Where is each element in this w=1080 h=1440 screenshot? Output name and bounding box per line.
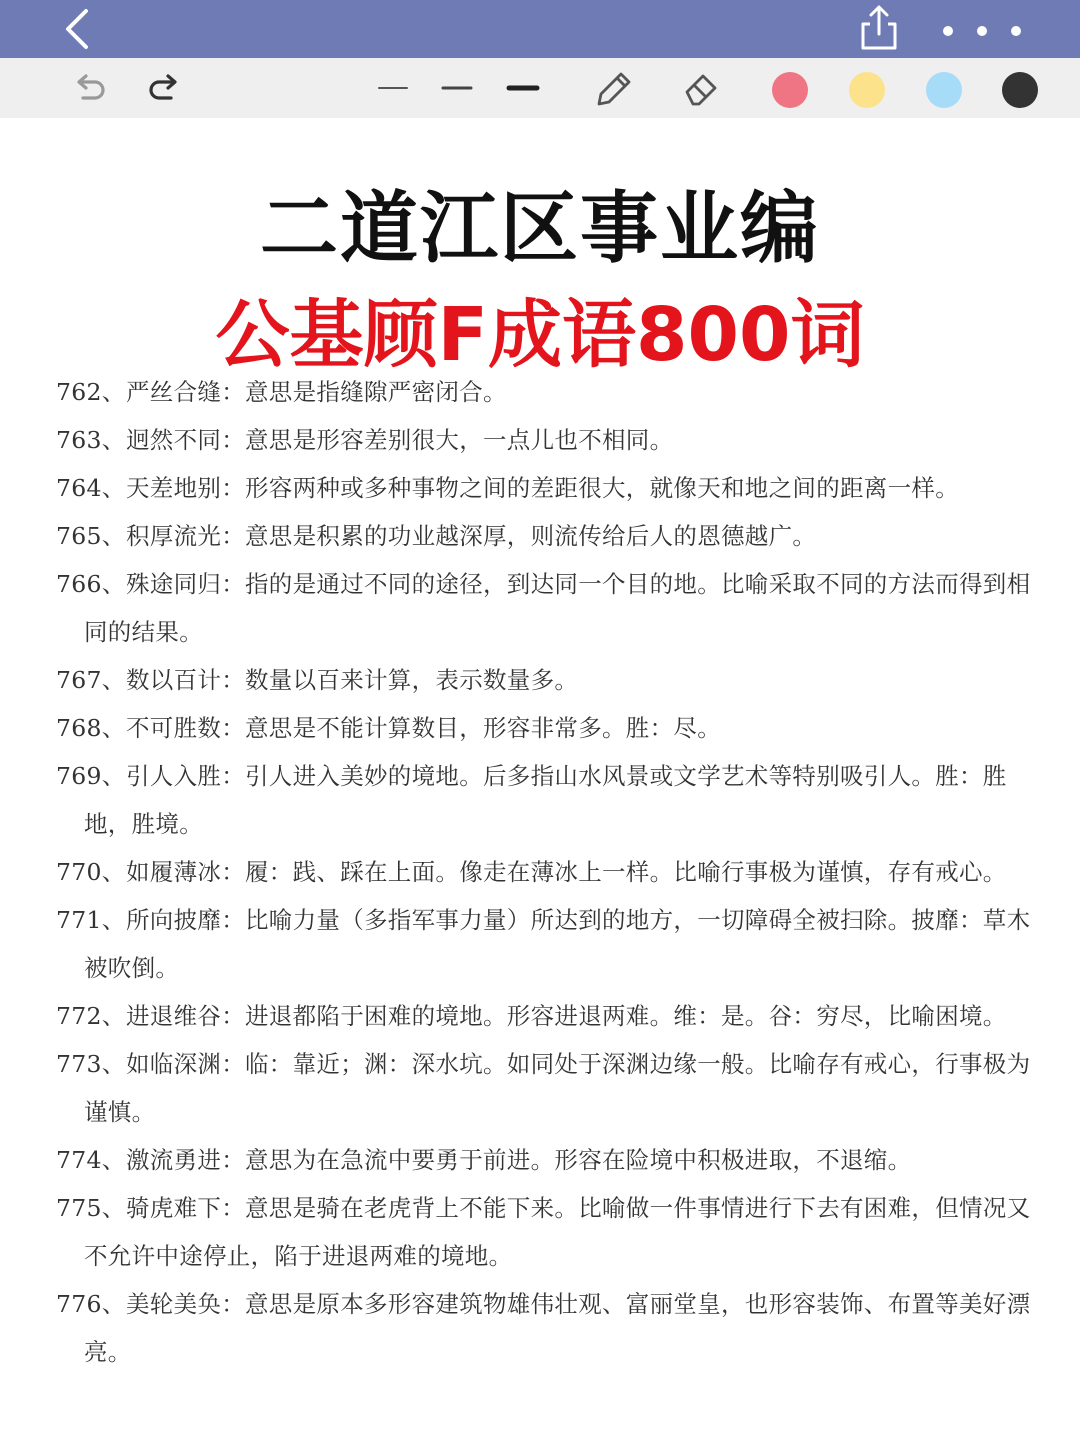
item-number: 766、 <box>56 570 126 598</box>
list-item <box>56 752 1036 848</box>
pen-icon <box>591 66 635 110</box>
idiom-list <box>56 368 1036 1376</box>
item-text: 美轮美奂：意思是原本多形容建筑物雄伟壮观、富丽堂皇，也形容装饰、布置等美好漂亮。 <box>84 1290 1031 1366</box>
item-number: 775、 <box>56 1194 126 1222</box>
list-item <box>56 656 1036 704</box>
item-number: 765、 <box>56 522 126 550</box>
item-text: 进退维谷：进退都陷于困难的境地。形容进退两难。维：是。谷：穷尽，比喻困境。 <box>126 1002 1007 1030</box>
item-text: 如临深渊：临：靠近；渊：深水坑。如同处于深渊边缘一般。比喻存有戒心，行事极为谨慎。 <box>84 1050 1031 1126</box>
stroke-medium-button[interactable] <box>436 58 478 118</box>
item-number: 767、 <box>56 666 126 694</box>
list-item <box>56 368 1036 416</box>
list-item <box>56 1040 1036 1136</box>
item-text: 积厚流光：意思是积累的功业越深厚，则流传给后人的恩德越广。 <box>126 522 817 550</box>
item-number: 772、 <box>56 1002 126 1030</box>
undo-icon <box>69 68 109 108</box>
item-number: 776、 <box>56 1290 126 1318</box>
item-number: 774、 <box>56 1146 126 1174</box>
thick-line-icon <box>503 78 543 98</box>
color-pink-swatch[interactable] <box>772 72 808 108</box>
medium-line-icon <box>437 78 477 98</box>
item-number: 768、 <box>56 714 126 742</box>
list-item <box>56 992 1036 1040</box>
document-subtitle: 公基顾F成语800词 <box>215 292 865 378</box>
list-item <box>56 848 1036 896</box>
item-text: 所向披靡：比喻力量（多指军事力量）所达到的地方，一切障碍全被扫除。披靡：草木被吹倒。 <box>84 906 1031 982</box>
item-text: 殊途同归：指的是通过不同的途径，到达同一个目的地。比喻采取不同的方法而得到相同的结果。 <box>84 570 1031 646</box>
top-nav-bar <box>0 0 1080 58</box>
document-title: 二道江区事业编 <box>259 184 820 274</box>
item-text: 数以百计：数量以百来计算，表示数量多。 <box>126 666 579 694</box>
list-item <box>56 704 1036 752</box>
item-text: 迥然不同：意思是形容差别很大，一点儿也不相同。 <box>126 426 674 454</box>
item-number: 773、 <box>56 1050 126 1078</box>
list-item <box>56 560 1036 656</box>
list-item <box>56 512 1036 560</box>
color-blue-swatch[interactable] <box>926 72 962 108</box>
more-button[interactable] <box>932 14 1032 48</box>
more-dots-icon <box>932 14 1032 48</box>
item-number: 771、 <box>56 906 126 934</box>
list-item <box>56 1280 1036 1376</box>
eraser-button[interactable] <box>678 58 724 118</box>
item-number: 770、 <box>56 858 126 886</box>
item-number: 769、 <box>56 762 126 790</box>
list-item <box>56 416 1036 464</box>
undo-button[interactable] <box>66 58 112 118</box>
item-text: 天差地别：形容两种或多种事物之间的差距很大，就像天和地之间的距离一样。 <box>126 474 959 502</box>
color-black-swatch[interactable] <box>1002 72 1038 108</box>
list-item <box>56 896 1036 992</box>
item-number: 763、 <box>56 426 126 454</box>
item-number: 764、 <box>56 474 126 502</box>
item-number: 762、 <box>56 378 126 406</box>
list-item <box>56 464 1036 512</box>
list-item <box>56 1136 1036 1184</box>
back-button[interactable] <box>58 8 98 50</box>
annotation-toolbar <box>0 58 1080 118</box>
item-text: 如履薄冰：履：践、踩在上面。像走在薄冰上一样。比喻行事极为谨慎，存有戒心。 <box>126 858 1007 886</box>
item-text: 骑虎难下：意思是骑在老虎背上不能下来。比喻做一件事情进行下去有困难，但情况又不允许中途停止，陷于进退两难的境地。 <box>84 1194 1031 1270</box>
share-button[interactable] <box>856 2 902 52</box>
item-text: 引人入胜：引人进入美妙的境地。后多指山水风景或文学艺术等特别吸引人。胜：胜地，胜境。 <box>84 762 1007 838</box>
item-text: 激流勇进：意思为在急流中要勇于前进。形容在险境中积极进取，不退缩。 <box>126 1146 912 1174</box>
document-page <box>0 118 1080 1440</box>
pen-button[interactable] <box>590 58 636 118</box>
item-text: 不可胜数：意思是不能计算数目，形容非常多。胜：尽。 <box>126 714 721 742</box>
stroke-thin-button[interactable] <box>372 58 414 118</box>
color-yellow-swatch[interactable] <box>849 72 885 108</box>
redo-button[interactable] <box>142 58 188 118</box>
list-item <box>56 1184 1036 1280</box>
redo-icon <box>145 68 185 108</box>
chevron-left-icon <box>58 8 98 50</box>
stroke-thick-button[interactable] <box>502 58 544 118</box>
thin-line-icon <box>373 78 413 98</box>
item-text: 严丝合缝：意思是指缝隙严密闭合。 <box>126 378 507 406</box>
share-icon <box>856 2 902 52</box>
eraser-icon <box>679 66 723 110</box>
